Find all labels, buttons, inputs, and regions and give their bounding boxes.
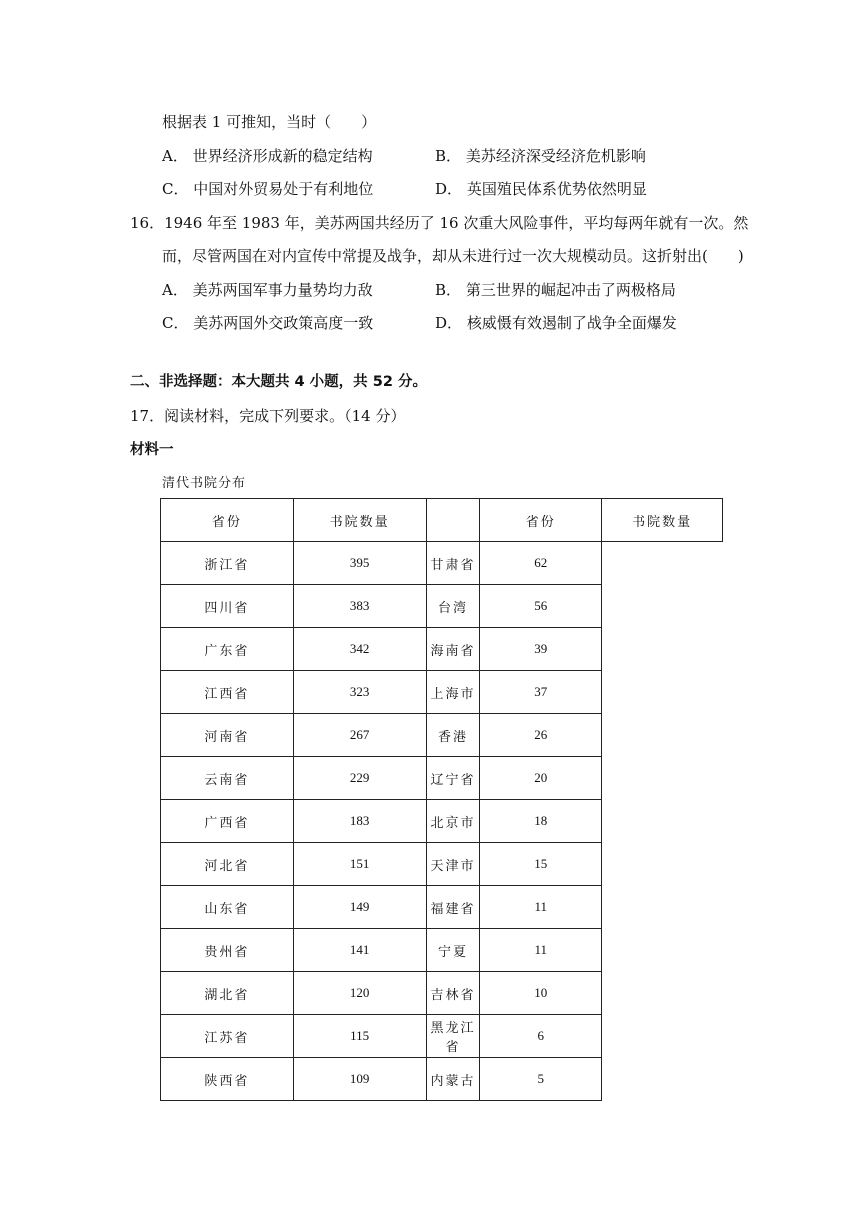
province-cell-right: 宁夏	[426, 929, 480, 972]
q15-option-d	[435, 179, 647, 199]
table-row	[161, 1058, 723, 1101]
table-row	[161, 886, 723, 929]
count-cell-left: 151	[293, 843, 426, 886]
academy-distribution-table	[160, 498, 723, 1101]
count-cell-right: 11	[480, 886, 602, 929]
option-text: 美苏两国外交政策高度一致	[193, 314, 374, 332]
option-letter: A．	[162, 281, 188, 299]
table-row	[161, 1015, 723, 1058]
table-caption: 清代书院分布	[162, 476, 247, 491]
spacer-column	[426, 499, 480, 542]
count-cell-right: 26	[480, 714, 602, 757]
table-row	[161, 542, 723, 585]
table-row	[161, 671, 723, 714]
count-cell-right: 10	[480, 972, 602, 1015]
table-row	[161, 714, 723, 757]
province-cell-left: 浙江省	[161, 542, 294, 585]
count-cell-right: 6	[480, 1015, 602, 1058]
table-row	[161, 843, 723, 886]
q16-option-c	[162, 313, 373, 333]
header-province-right: 省份	[480, 499, 602, 542]
table-row	[161, 628, 723, 671]
option-text: 中国对外贸易处于有利地位	[193, 180, 374, 198]
q16-stem-line2: 而，尽管两国在对内宣传中常提及战争，却从未进行过一次大规模动员。这折射出( )	[162, 247, 744, 265]
count-cell-left: 267	[293, 714, 426, 757]
q17-stem: 17．阅读材料，完成下列要求。（14 分）	[130, 407, 406, 425]
province-cell-right: 香港	[426, 714, 480, 757]
table-row	[161, 929, 723, 972]
option-letter: D．	[435, 180, 463, 198]
province-cell-right: 内蒙古	[426, 1058, 480, 1101]
count-cell-right: 62	[480, 542, 602, 585]
table-row	[161, 800, 723, 843]
header-province-left: 省份	[161, 499, 294, 542]
count-cell-right: 11	[480, 929, 602, 972]
header-count-right: 书院数量	[602, 499, 723, 542]
q15-option-c	[162, 179, 373, 199]
option-text: 第三世界的崛起冲击了两极格局	[465, 281, 676, 299]
option-letter: C．	[162, 180, 189, 198]
province-cell-left: 江苏省	[161, 1015, 294, 1058]
count-cell-left: 109	[293, 1058, 426, 1101]
option-letter: B．	[435, 147, 462, 165]
option-text: 美苏经济深受经济危机影响	[465, 147, 646, 165]
province-cell-left: 河北省	[161, 843, 294, 886]
count-cell-left: 395	[293, 542, 426, 585]
province-cell-left: 河南省	[161, 714, 294, 757]
q16-stem-line1: 16．1946 年至 1983 年，美苏两国共经历了 16 次重大风险事件，平均每两年就有一次。然	[130, 214, 749, 232]
province-cell-right: 黑龙江省	[426, 1015, 480, 1058]
option-text: 美苏两国军事力量势均力敌	[192, 281, 373, 299]
province-cell-left: 云南省	[161, 757, 294, 800]
q16-option-a	[162, 280, 373, 300]
province-cell-right: 吉林省	[426, 972, 480, 1015]
q15-stem: 根据表 1 可推知，当时（ ）	[162, 113, 377, 131]
option-text: 核威慑有效遏制了战争全面爆发	[466, 314, 677, 332]
count-cell-left: 149	[293, 886, 426, 929]
option-text: 英国殖民体系优势依然明显	[466, 180, 647, 198]
count-cell-left: 383	[293, 585, 426, 628]
province-cell-left: 山东省	[161, 886, 294, 929]
province-cell-left: 贵州省	[161, 929, 294, 972]
option-letter: D．	[435, 314, 463, 332]
count-cell-left: 120	[293, 972, 426, 1015]
province-cell-right: 福建省	[426, 886, 480, 929]
count-cell-right: 18	[480, 800, 602, 843]
province-cell-left: 陕西省	[161, 1058, 294, 1101]
option-letter: A．	[162, 147, 188, 165]
province-cell-right: 北京市	[426, 800, 480, 843]
count-cell-right: 5	[480, 1058, 602, 1101]
table-header-row	[161, 499, 723, 542]
option-letter: B．	[435, 281, 462, 299]
province-cell-right: 天津市	[426, 843, 480, 886]
table-row	[161, 972, 723, 1015]
option-text: 世界经济形成新的稳定结构	[192, 147, 373, 165]
count-cell-left: 141	[293, 929, 426, 972]
province-cell-left: 四川省	[161, 585, 294, 628]
province-cell-left: 广西省	[161, 800, 294, 843]
count-cell-right: 37	[480, 671, 602, 714]
table-row	[161, 757, 723, 800]
count-cell-left: 115	[293, 1015, 426, 1058]
province-cell-left: 湖北省	[161, 972, 294, 1015]
count-cell-left: 229	[293, 757, 426, 800]
table-row	[161, 585, 723, 628]
count-cell-right: 39	[480, 628, 602, 671]
q15-option-a	[162, 146, 373, 166]
q16-option-d	[435, 313, 677, 333]
option-letter: C．	[162, 314, 189, 332]
count-cell-left: 323	[293, 671, 426, 714]
province-cell-right: 海南省	[426, 628, 480, 671]
province-cell-left: 江西省	[161, 671, 294, 714]
province-cell-right: 辽宁省	[426, 757, 480, 800]
header-count-left: 书院数量	[293, 499, 426, 542]
count-cell-right: 20	[480, 757, 602, 800]
material-label: 材料一	[130, 442, 174, 458]
q16-option-b	[435, 280, 676, 300]
count-cell-left: 183	[293, 800, 426, 843]
count-cell-left: 342	[293, 628, 426, 671]
province-cell-right: 台湾	[426, 585, 480, 628]
province-cell-left: 广东省	[161, 628, 294, 671]
q15-option-b	[435, 146, 646, 166]
count-cell-right: 15	[480, 843, 602, 886]
province-cell-right: 甘肃省	[426, 542, 480, 585]
province-cell-right: 上海市	[426, 671, 480, 714]
section-heading: 二、非选择题：本大题共 4 小题，共 52 分。	[130, 374, 427, 390]
count-cell-right: 56	[480, 585, 602, 628]
